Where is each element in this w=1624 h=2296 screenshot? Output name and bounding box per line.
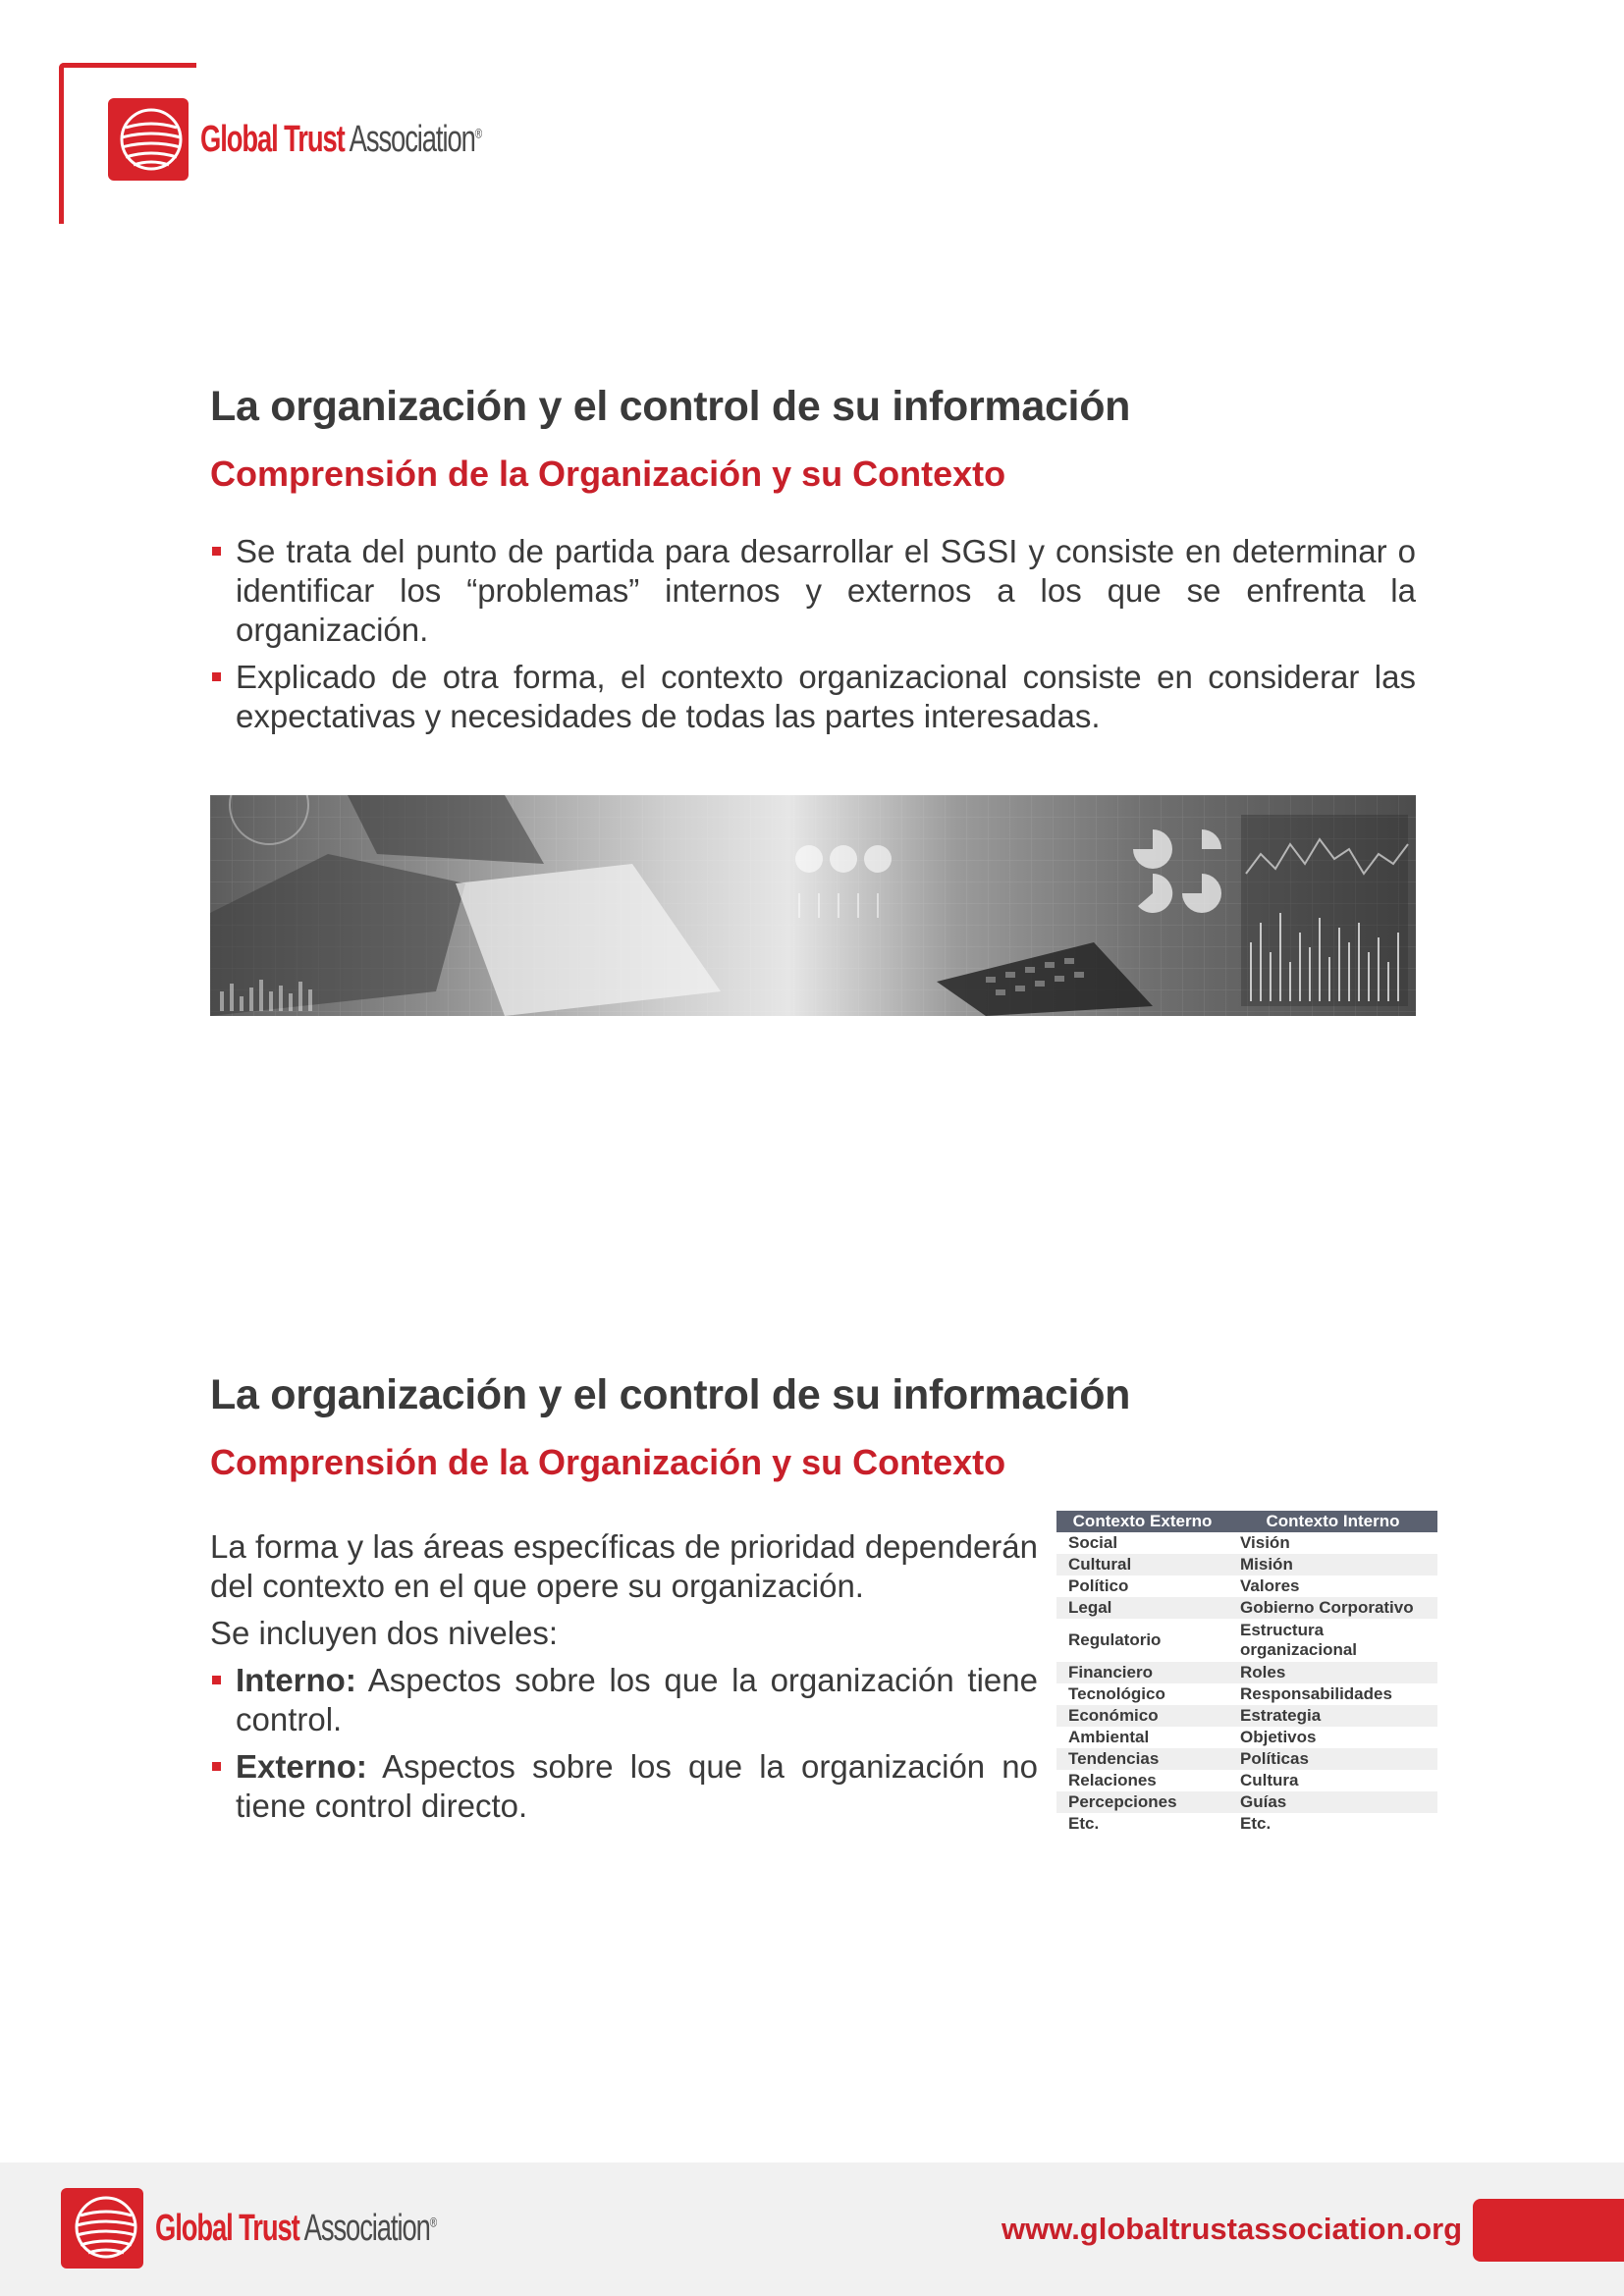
table-cell: Etc.	[1068, 1814, 1100, 1833]
table-header-external: Contexto Externo	[1056, 1511, 1228, 1532]
table-row	[1056, 1813, 1437, 1835]
section1-subtitle: Comprensión de la Organización y su Contexto	[210, 454, 1006, 494]
table-row	[1056, 1597, 1437, 1619]
logo-name-grey: Association	[349, 118, 475, 160]
table-header-internal: Contexto Interno	[1228, 1511, 1437, 1532]
context-table	[1056, 1511, 1437, 1835]
globe-logo-icon	[61, 2188, 143, 2269]
table-cell: Estrategia	[1228, 1705, 1437, 1727]
table-cell: Tendencias	[1056, 1748, 1228, 1770]
table-row	[1056, 1748, 1437, 1770]
logo-registered-mark: ®	[474, 124, 482, 140]
table-row	[1056, 1575, 1437, 1597]
section2-title: La organización y el control de su información	[210, 1371, 1131, 1418]
table-cell: Gobierno Corporativo	[1228, 1597, 1437, 1619]
footer-accent-tab	[1473, 2199, 1624, 2262]
footer-website-link[interactable]: www.globaltrustassociation.org	[1001, 2212, 1463, 2246]
table-row	[1056, 1791, 1437, 1813]
table-cell: Estructura organizacional	[1240, 1621, 1358, 1659]
logo-name-red: Global Trust	[155, 2207, 299, 2249]
section-context-2	[210, 1369, 1416, 1485]
table-cell: Regulatorio	[1068, 1630, 1162, 1649]
level-item-internal	[210, 1661, 1038, 1739]
section1-bullet-list	[210, 532, 1416, 736]
logo-name-grey: Association	[303, 2207, 430, 2249]
table-cell: Roles	[1228, 1662, 1437, 1683]
section1-title: La organización y el control de su información	[210, 383, 1131, 430]
logo-registered-mark: ®	[429, 2213, 437, 2229]
section2-levels-list	[210, 1661, 1038, 1826]
table-cell: Relaciones	[1068, 1771, 1157, 1789]
footer-logo[interactable]	[61, 2188, 545, 2269]
table-cell: Percepciones	[1056, 1791, 1228, 1813]
section2-body	[210, 1527, 1038, 1834]
banner-image	[210, 795, 1416, 1016]
table-row	[1056, 1705, 1437, 1727]
table-row	[1056, 1683, 1437, 1705]
section1-bullet: Se trata del punto de partida para desarrollar el SGSI y consiste en determinar o identificar los “problemas” internos y externos a los que se enfrenta la organización.	[210, 532, 1416, 650]
table-cell: Cultural	[1056, 1554, 1228, 1575]
table-row	[1056, 1619, 1437, 1662]
section2-levels-intro: Se incluyen dos niveles:	[210, 1615, 559, 1651]
section2-paragraph: La forma y las áreas específicas de prioridad dependerán del contexto en el que opere su organización.	[210, 1528, 1038, 1604]
table-cell: Legal	[1056, 1597, 1228, 1619]
globe-logo-icon	[108, 98, 189, 181]
table-row	[1056, 1554, 1437, 1575]
table-cell: Políticas	[1228, 1748, 1437, 1770]
table-row	[1056, 1532, 1437, 1554]
section-context-1	[210, 381, 1416, 744]
table-cell: Financiero	[1056, 1662, 1228, 1683]
table-cell: Tecnológico	[1068, 1684, 1165, 1703]
table-cell: Responsabilidades	[1240, 1684, 1392, 1703]
table-row	[1056, 1770, 1437, 1791]
table-cell: Ambiental	[1068, 1728, 1150, 1746]
table-cell: Etc.	[1240, 1814, 1272, 1833]
table-cell: Económico	[1056, 1705, 1228, 1727]
table-cell: Valores	[1240, 1576, 1300, 1595]
table-row	[1056, 1727, 1437, 1748]
table-cell: Social	[1068, 1533, 1118, 1552]
level-label: Interno:	[236, 1662, 356, 1698]
logo-wordmark	[155, 2208, 436, 2250]
table-cell: Objetivos	[1240, 1728, 1317, 1746]
header-logo[interactable]	[108, 98, 590, 181]
level-text: Aspectos sobre los que la organización tiene control.	[236, 1662, 1038, 1737]
level-label: Externo:	[236, 1748, 367, 1785]
logo-wordmark	[200, 119, 481, 161]
table-cell: Misión	[1228, 1554, 1437, 1575]
header-corner-vertical	[59, 63, 64, 224]
table-header-row	[1056, 1511, 1437, 1532]
section1-bullet: Explicado de otra forma, el contexto organizacional consiste en considerar las expectativas y necesidades de todas las partes interesadas.	[210, 658, 1416, 736]
table-row	[1056, 1662, 1437, 1683]
level-item-external	[210, 1747, 1038, 1826]
section2-subtitle: Comprensión de la Organización y su Contexto	[210, 1442, 1006, 1482]
table-cell: Cultura	[1240, 1771, 1299, 1789]
table-cell: Visión	[1240, 1533, 1290, 1552]
logo-name-red: Global Trust	[200, 118, 345, 160]
table-cell: Político	[1068, 1576, 1129, 1595]
header-corner-horizontal	[59, 63, 196, 68]
table-cell: Guías	[1228, 1791, 1437, 1813]
level-text: Aspectos sobre los que la organización no tiene control directo.	[236, 1748, 1038, 1824]
